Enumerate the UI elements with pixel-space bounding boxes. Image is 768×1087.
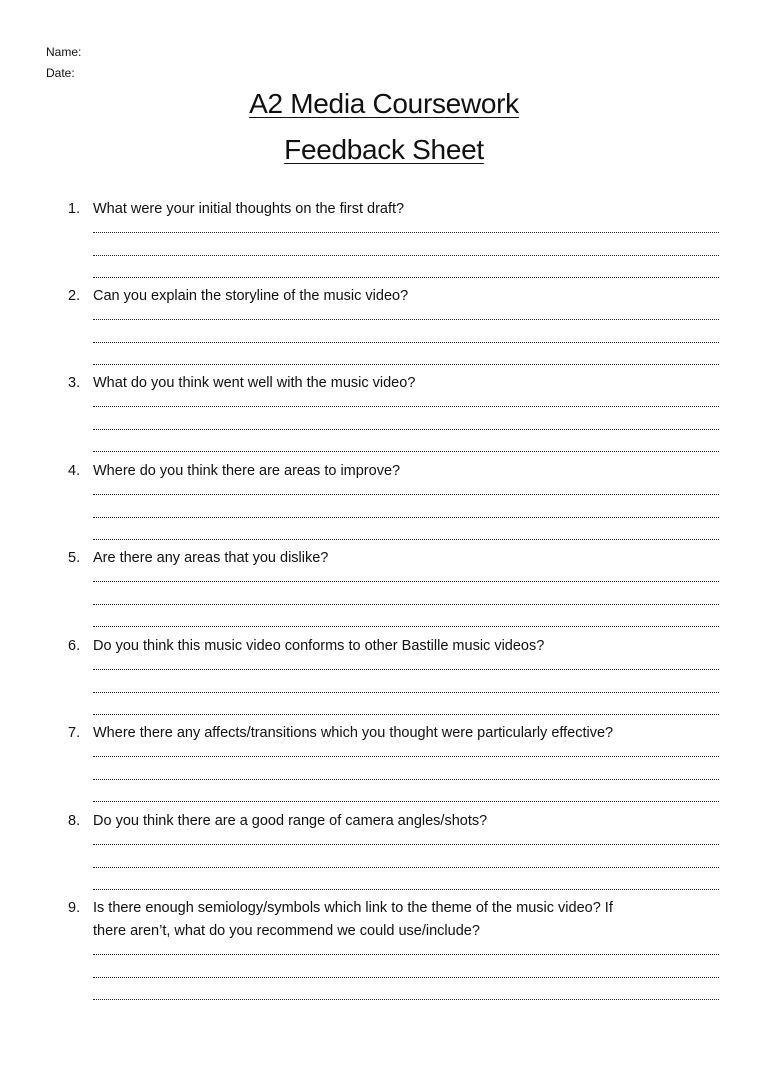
title-line-1: A2 Media Coursework [249,88,519,119]
answer-line[interactable] [93,999,719,1000]
answer-line[interactable] [93,232,719,233]
answer-line[interactable] [93,692,719,693]
answer-line[interactable] [93,364,719,365]
question-text: Where do you think there are areas to improve? [93,463,401,479]
question-text: Where there any affects/transitions which you thought were particularly effective? [93,725,614,741]
question-number: 2. [68,288,81,304]
question-number: 7. [68,725,81,741]
question-text-line-1: Is there enough semiology/symbols which link to the theme of the music video? If [93,900,613,916]
question-text: What were your initial thoughts on the first draft? [93,201,405,217]
answer-line[interactable] [93,539,719,540]
answer-line[interactable] [93,779,719,780]
question-number: 3. [68,375,81,391]
answer-line[interactable] [93,844,719,845]
question-number: 9. [68,900,81,916]
page-title [0,88,768,120]
question-number: 8. [68,813,81,829]
answer-line[interactable] [93,255,719,256]
answer-line[interactable] [93,669,719,670]
answer-line[interactable] [93,277,719,278]
title-line-2: Feedback Sheet [284,134,484,165]
question-number: 6. [68,638,81,654]
answer-line[interactable] [93,756,719,757]
answer-line[interactable] [93,451,719,452]
name-label: Name: [46,45,82,59]
answer-line[interactable] [93,867,719,868]
answer-line[interactable] [93,406,719,407]
answer-line[interactable] [93,714,719,715]
question-text: Can you explain the storyline of the music video? [93,288,409,304]
answer-line[interactable] [93,801,719,802]
question-text: Do you think there are a good range of camera angles/shots? [93,813,488,829]
answer-line[interactable] [93,954,719,955]
answer-line[interactable] [93,889,719,890]
answer-line[interactable] [93,977,719,978]
answer-line[interactable] [93,342,719,343]
answer-line[interactable] [93,319,719,320]
question-text: Are there any areas that you dislike? [93,550,329,566]
question-text-line-2: there aren’t, what do you recommend we could use/include? [93,923,480,939]
answer-line[interactable] [93,429,719,430]
question-text: What do you think went well with the music video? [93,375,416,391]
question-number: 1. [68,201,81,217]
answer-line[interactable] [93,517,719,518]
date-label: Date: [46,66,75,80]
question-number: 4. [68,463,81,479]
question-number: 5. [68,550,81,566]
answer-line[interactable] [93,494,719,495]
question-text: Do you think this music video conforms to other Bastille music videos? [93,638,545,654]
answer-line[interactable] [93,581,719,582]
page-subtitle [0,134,768,166]
answer-line[interactable] [93,626,719,627]
answer-line[interactable] [93,604,719,605]
